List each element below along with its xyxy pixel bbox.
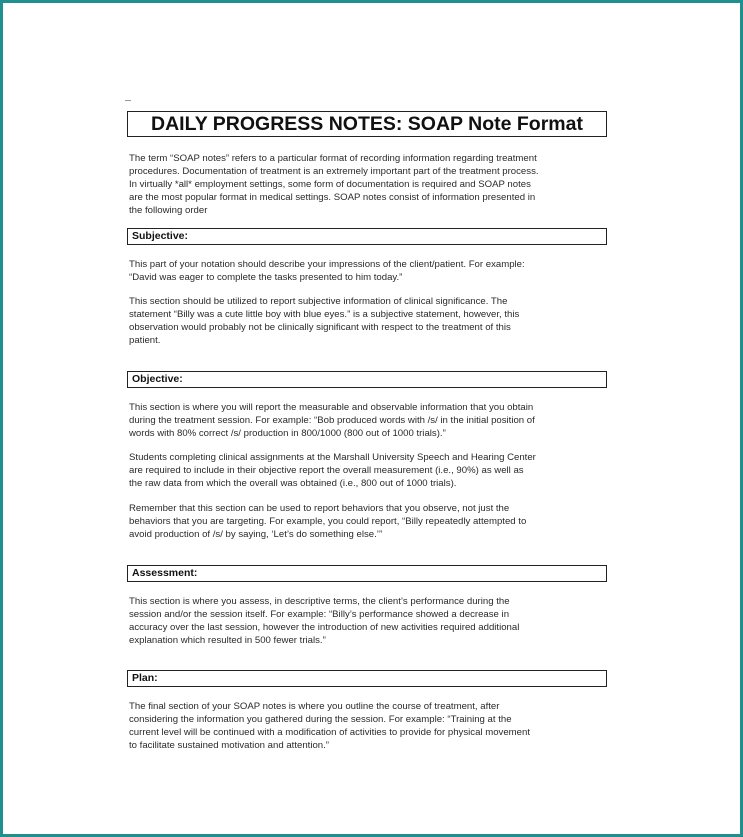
plan-heading: Plan:	[127, 670, 607, 687]
plan-paragraph: The final section of your SOAP notes is where you outline the course of treatment, after considering the information you gathered during the session. For example: “Training at the current level will be continued with a modification of activities to provide for physical movement to facilitate sustained motivation and attention.”	[129, 701, 530, 751]
subjective-heading: Subjective:	[127, 228, 607, 245]
objective-paragraph-3: Remember that this section can be used to report behaviors that you observe, not just the behaviors that you are targeting. For example, you could report, “Billy repeatedly attempted to avoid production of /s/ by saying, ‘Let’s do something else.’”	[129, 503, 527, 540]
objective-heading: Objective:	[127, 371, 607, 388]
objective-paragraph-1: This section is where you will report the measurable and observable information that you obtain during the treatment session. For example: “Bob produced words with /s/ in the initial position of words with 80% correct /s/ production in 800/1000 (800 out of 1000 trials).”	[129, 402, 535, 439]
intro-paragraph: The term “SOAP notes” refers to a particular format of recording information regarding treatment procedures. Documentation of treatment is an extremely important part of the treatment process. In virtually *all* employment settings, some form of documentation is required and SOAP notes are the most popular format in medical settings. SOAP notes consist of information presented in the following order	[129, 153, 539, 216]
subjective-paragraph-1: This part of your notation should describe your impressions of the client/patient. For example: “David was eager to complete the tasks presented to him today.”	[129, 259, 525, 283]
assessment-heading: Assessment:	[127, 565, 607, 582]
page-corner-mark	[125, 100, 131, 101]
assessment-paragraph: This section is where you assess, in descriptive terms, the client’s performance during the session and/or the session itself. For example: “Billy’s performance showed a decrease in accuracy over the last session, however the introduction of new activities required additional explanation which resulted in 500 fewer trials.”	[129, 596, 520, 646]
objective-paragraph-2: Students completing clinical assignments at the Marshall University Speech and Hearing Center are required to include in their objective report the overall measurement (i.e., 90%) as well as the raw data from which the overall was obtained (i.e., 800 out of 1000 trials).	[129, 452, 536, 489]
document-title: DAILY PROGRESS NOTES: SOAP Note Format	[127, 111, 607, 137]
subjective-paragraph-2: This section should be utilized to report subjective information of clinical significance. The statement “Billy was a cute little boy with blue eyes.” is a subjective statement, however, this observation would probably not be clinically significant with respect to the treatment of this patient.	[129, 296, 520, 346]
